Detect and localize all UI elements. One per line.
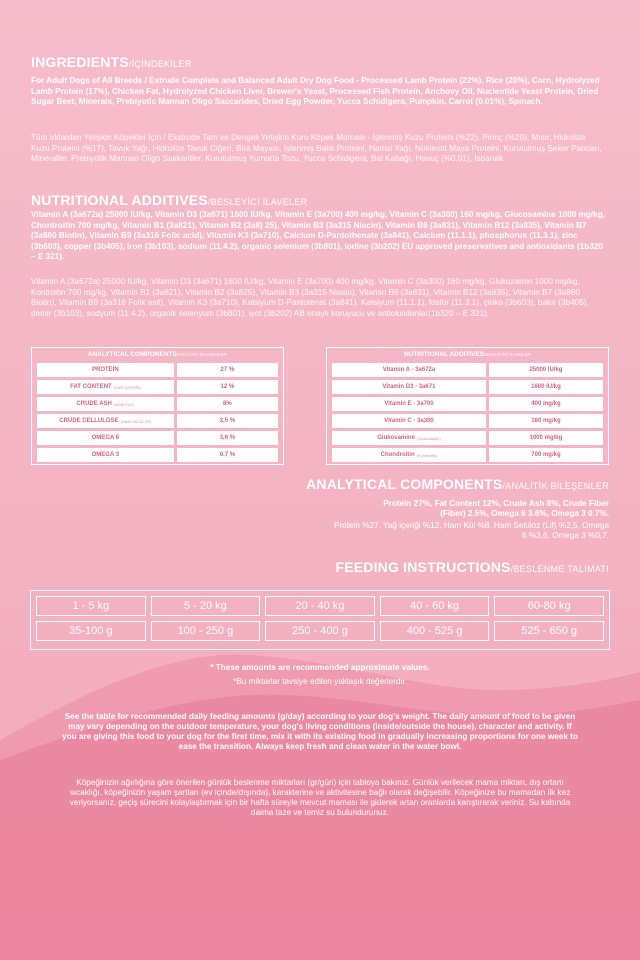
feeding-amount-cell: 400 - 525 g [380, 621, 490, 641]
additives-table-row [332, 448, 603, 462]
analytical-table-label: OMEGA 3 [37, 448, 174, 462]
feeding-weight-cell: 1 - 5 kg [36, 596, 146, 616]
additives-table-label: Vitamin D3 - 3a671 [332, 380, 486, 394]
analytical-table-value: 3,6 % [177, 431, 278, 445]
ingredients-text-tr: Tüm ırklardan Yetişkin Köpekler İçin / Ekstrude Tam ve Dengeli Yetişkin Kuru Köpek Maması - İşlenmiş Kuzu Proteini (%22), Pirinç (%20), Mısır, Hidrolize Kuzu Proteini (%17), Tavuk Yağı, Hidrolize Tavuk Ciğeri, Bira Mayası, İşlenmiş Balık Proteini, Hamsi Yağı, Nükleotit Maya Proteini, Kurutulmuş Şeker Pancarı, Mineraller, Prebiyotik Mannan Oligo Sakkaritler, Kurutulmuş Yumurta Tozu, Yucca Schidigera, Bal Kabağı, Havuç (%0,01), Ispanak. [31, 133, 602, 164]
nutritional-additives-table [326, 347, 609, 465]
additives-table-value: 25000 IU/kg [489, 363, 603, 377]
additives-table-value: 700 mg/kg [489, 448, 603, 462]
additives-table-value: 160 mg/kg [489, 414, 603, 428]
analytical-table-label-sub: (HAM SELÜLOZ) [120, 418, 152, 424]
additives-table-header: NUTRITIONAL ADDITIVES /BESLEYİCİ İLAVELER [403, 350, 532, 358]
additives-table-row [332, 380, 603, 394]
feeding-text-en: See the table for recommended daily feeding amounts (g/day) according to your dog's weight. The daily amount of food to be given may vary depending on the outdoor temperature, your dog's living conditions (inside/outside the house), character and activity. If you are giving this food to your dog for the first time, mix it with its existing food in gradually increasing proportions for one week to ease the transition. Always keep fresh and clean water in the water bowl. [62, 712, 578, 751]
feeding-weight-cell: 5 - 20 kg [151, 596, 261, 616]
analytical-table-value: 2,5 % [177, 414, 278, 428]
analytical-table-label: CRUDE ASH (HAM KÜL) [37, 397, 174, 411]
feeding-weight-cell: 60-80 kg [494, 596, 604, 616]
analytical-table-label: FAT CONTENT (YAĞ İÇERİĞİ) [37, 380, 174, 394]
analytical-table-row [37, 414, 278, 428]
ingredients-heading: INGREDIENTS/İÇİNDEKİLER [31, 54, 192, 70]
analytical-table-value: 12 % [177, 380, 278, 394]
additives-table-label: Glukosamine (Glukozamin) [332, 431, 486, 445]
feeding-weights-row [36, 596, 604, 616]
additives-text-tr: Vitamin A (3a672a) 25000 IU/kg, Vitamin D3 (3a671) 1600 IU/kg, Vitamin E (3a700) 400 mg/kg, Vitamin C (3a300) 160 mg/kg, Glukozamin 1000 mg/kg, Kontroitin 700 mg/kg, Vitamin B1 (3a821), Vitamin B2 (3a825), Vitamin B3 (3a315 Niasin), Vitamin B6 (3a831), Vitamin B12 (3a835), Vitamin B7 (3a880 Biotin), Vitamin B9 (3a316 Folik asit), Vitamin K3 (3a710), Kalsiyum D-Pantotenat (3a841), Kalsiyum (11.1.1), fosfor (11.3.1), çinko (3b603), bakır (3b405), demir (3b103), sodyum (11.4.2), organik selenyum (3b801), iyot (3b202) AB onaylı koruyucu ve antioksidanlar(1b320 – E 321). [31, 277, 589, 318]
analytical-heading: ANALYTICAL COMPONENTS/ANALİTİK BİLEŞENLER [306, 476, 609, 492]
analytical-table-label: CRUDE CELLULOSE (HAM SELÜLOZ) [37, 414, 174, 428]
additives-table-label: Vitamin A - 3a672a [332, 363, 486, 377]
analytical-table-label-sub: (YAĞ İÇERİĞİ) [113, 384, 141, 390]
feeding-heading: FEEDING INSTRUCTIONS/BESLENME TALİMATI [335, 559, 609, 575]
analytical-table-row [37, 397, 278, 411]
feeding-amount-cell: 35-100 g [36, 621, 146, 641]
additives-heading: NUTRITIONAL ADDITIVES/BESLEYİCİ İLAVELER [31, 192, 308, 208]
analytical-text-tr: Protein %27, Yağ içeriği %12, Ham Kül %8, Ham Selüloz (Lif) %2,5, Omega 6 %3,6, Omega 3 %0,7. [333, 521, 609, 540]
analytical-table-row [37, 448, 278, 462]
additives-table-label-sub: (Glukozamin) [416, 435, 441, 441]
feeding-note-en: * These amounts are recommended approximate values. [210, 663, 430, 672]
additives-table-value: 400 mg/kg [489, 397, 603, 411]
analytical-table-label: OMEGA 6 [37, 431, 174, 445]
feeding-amount-cell: 250 - 400 g [265, 621, 375, 641]
additives-text-en: Vitamin A (3a672a) 25000 IU/kg, Vitamin D3 (3a671) 1600 IU/kg, Vitamin E (3a700) 400 mg/kg, Vitamin C (3a300) 160 mg/kg, Glucosamine 1000 mg/kg, Chontroitin 700 mg/kg, Vitamin B1 (3a821), Vitamin B2 (3a8) 25), Vitamin B3 (3a315 Niacin), Vitamin B6 (3a831), Vitamin B12 (3a835), Vitamin B7 (3a880 Biotin), Vitamin B9 (3a316 Folic acid), Vitamin K3 (3a710), Calcium D-Pantothenate (3a841), Calcium (11.1.1), phosphorus (11.3.1), zinc (3b603), copper (3b405), iron (3b103), sodium (11.4.2), organic selenium (3b801), iodine (3b202) EU approved preservatives and antioxidants (1b320 – E 321). [31, 210, 605, 262]
analytical-table-value: 27 % [177, 363, 278, 377]
analytical-table-row [37, 380, 278, 394]
additives-table-label: Chondroitin (Kondroitin) [332, 448, 486, 462]
analytical-table-value: 0.7 % [177, 448, 278, 462]
additives-table-value: 1000 mg/kg [489, 431, 603, 445]
feeding-text-tr: Köpeğinizin ağırlığına göre önerilen günlük beslenme miktarları (gr/gün) için tabloya bakınız. Günlük verilecek mama miktarı, dış ortam sıcaklığı, köpeğinizin yaşam şartları (ev içinde/dışında), karakterine ve aktivitesine bağlı olarak değişebilir. Köpeğinize bu mamadan ilk kez veriyorsanız, geçiş sürecini kolaylaştırmak için bir hafta süreyle mevcut maması ile giderek artan oranlarda karıştırarak veriniz. Su kabında daima taze ve temiz su bulundurunuz. [69, 778, 571, 817]
feeding-table [30, 590, 610, 650]
analytical-table-row [37, 363, 278, 377]
analytical-components-table [31, 347, 284, 465]
feeding-amount-cell: 525 - 650 g [494, 621, 604, 641]
additives-table-row [332, 397, 603, 411]
feeding-note-tr: *Bu miktarlar tavsiye edilen yaklaşık değerlerdir. [233, 677, 407, 686]
feeding-amounts-row [36, 621, 604, 641]
additives-table-row [332, 363, 603, 377]
ingredients-text-en: For Adult Dogs of All Breeds / Extrude Complete and Balanced Adult Dry Dog Food - Processed Lamb Protein (22%), Rice (20%), Corn, Hydrolyzed Lamb Protein (17%), Chicken Fat, Hydrolyzed Chicken Liver, Brewer's Yeast, Processed Fish Protein, Anchovy Oil, Nucleotide Yeast Protein, Dried Sugar Beet, Minerals, Prebiyotic Mannan Oligo Saccarides, Dried Egg Powder, Yucca Schidigera, Pumpkin, Carrot (0.01%), Spinach. [31, 76, 600, 107]
analytical-table-header: ANALYTICAL COMPONENTS /ANALİTİK BİLEŞENLER [87, 350, 228, 358]
analytical-table-label-sub: (HAM KÜL) [113, 401, 135, 407]
feeding-weight-cell: 20 - 40 kg [265, 596, 375, 616]
additives-table-label: Vitamin E - 3a700 [332, 397, 486, 411]
additives-table-label-sub: (Kondroitin) [416, 452, 438, 458]
additives-table-label: Vitamin C - 3a300 [332, 414, 486, 428]
feeding-weight-cell: 40 - 60 kg [380, 596, 490, 616]
additives-table-row [332, 431, 603, 445]
additives-table-row [332, 414, 603, 428]
analytical-table-row [37, 431, 278, 445]
analytical-text-en: Protein 27%, Fat Content 12%, Crude Ash 8%, Crude Fiber (Fiber) 2.5%, Omega 6 3.6%, Omega 3 0.7%. [383, 499, 609, 518]
additives-table-value: 1600 IU/kg [489, 380, 603, 394]
analytical-table-label: PROTEIN [37, 363, 174, 377]
feeding-amount-cell: 100 - 250 g [151, 621, 261, 641]
analytical-table-value: 8% [177, 397, 278, 411]
